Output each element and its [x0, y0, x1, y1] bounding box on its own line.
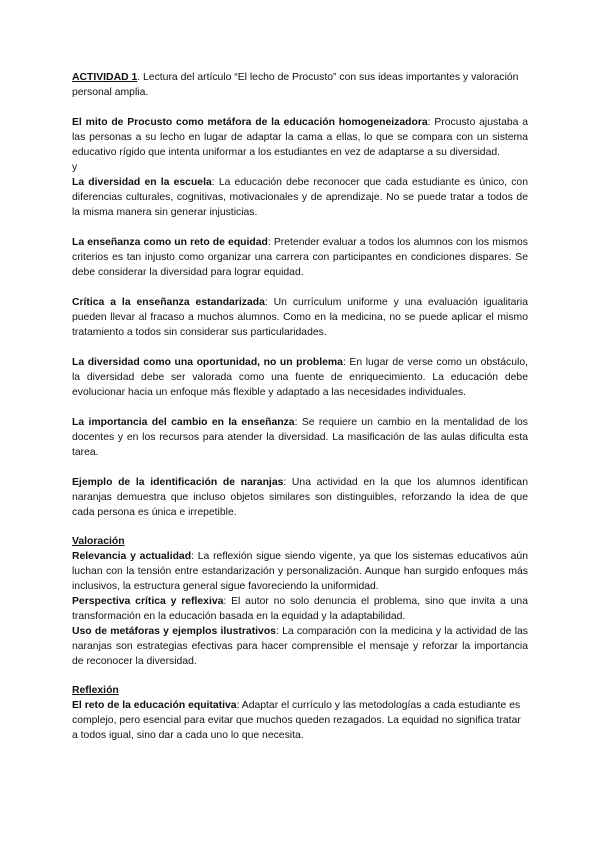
idea-term: La importancia del cambio en la enseñanza: [72, 417, 295, 428]
reflexion-item: [72, 698, 528, 743]
idea-paragraph: [72, 295, 528, 340]
idea-text: : Procusto ajustaba a las personas a su lecho en lugar de adaptar la cama a ellas, lo que se compara con un sistema educativo rígido que intenta uniformar a los estudiantes en vez de adaptarse a su diversidad.: [72, 117, 528, 158]
valoracion-item: [72, 594, 528, 624]
idea-text: : Un currículum uniforme y una evaluación igualitaria pueden llevar al fracaso a muchos alumnos. Como en la medicina, no se puede aplicar el mismo tratamiento a todos sin considerar sus particularidades.: [72, 297, 528, 338]
reflexion-heading: Reflexión: [72, 685, 119, 696]
valoracion-item: [72, 549, 528, 594]
activity-label-period: .: [137, 72, 141, 83]
idea-text: : Pretender evaluar a todos los alumnos con los mismos criterios es tan injusto como organizar una carrera con participantes en condiciones dispares. Se debe considerar la diversidad para lograr equidad.: [72, 237, 528, 278]
idea-text: : Una actividad en la que los alumnos identifican naranjas demuestra que incluso objetos similares son distinguibles, reforzando la idea de que cada persona es única e irrepetible.: [72, 477, 528, 518]
valoracion-text: : El autor no solo denuncia el problema, sino que invita a una transformación en la educación basada en la equidad y la adaptabilidad.: [72, 596, 528, 622]
idea-text: : Se requiere un cambio en la mentalidad de los docentes y en los recursos para atender la diversidad. La masificación de las aulas dificulta esta tarea.: [72, 417, 528, 458]
connector-text: y: [72, 162, 78, 173]
valoracion-item: [72, 624, 528, 669]
idea-term: Crítica a la enseñanza estandarizada: [72, 297, 265, 308]
idea-text: : En lugar de verse como un obstáculo, la diversidad debe ser valorada como una fuente de enriquecimiento. La educación debe evolucionar hacia un enfoque más flexible y adaptado a las necesidades individuales.: [72, 357, 528, 398]
idea-text: : La educación debe reconocer que cada estudiante es único, con diferencias culturales, cognitivas, motivacionales y de aprendizaje. No se puede tratar a todos de la misma manera sin generar injusticias.: [72, 177, 528, 218]
idea-paragraph: [72, 355, 528, 400]
valoracion-term: Perspectiva crítica y reflexiva: [72, 596, 224, 607]
activity-intro: [72, 70, 528, 100]
idea-term: La diversidad como una oportunidad, no un problema: [72, 357, 343, 368]
reflexion-text: : Adaptar el currículo y las metodologías a cada estudiante es complejo, pero esencial para evitar que muchos queden rezagados. La equidad no significa tratar a todos igual, sino dar a cada uno lo que necesita.: [72, 700, 521, 741]
idea-term: La diversidad en la escuela: [72, 177, 212, 188]
valoracion-heading: Valoración: [72, 536, 125, 547]
activity-text: Lectura del artículo “El lecho de Procusto” con sus ideas importantes y valoración personal amplia.: [72, 72, 519, 98]
idea-paragraph: [72, 475, 528, 520]
reflexion-term: El reto de la educación equitativa: [72, 700, 237, 711]
idea-paragraph: [72, 415, 528, 460]
idea-term: El mito de Procusto como metáfora de la educación homogeneizadora: [72, 117, 428, 128]
valoracion-text: : La comparación con la medicina y la actividad de las naranjas son estrategias efectivas para hacer comprensible el mensaje y reforzar la importancia de reconocer la diversidad.: [72, 626, 528, 667]
idea-term: La enseñanza como un reto de equidad: [72, 237, 268, 248]
document-page: [72, 70, 528, 743]
valoracion-text: : La reflexión sigue siendo vigente, ya que los sistemas educativos aún luchan con la tensión entre estandarización y personalización. Aunque han surgido enfoques más inclusivos, la estructura general sigue favoreciendo la uniformidad.: [72, 551, 528, 592]
idea-paragraph: [72, 175, 528, 220]
valoracion-term: Relevancia y actualidad: [72, 551, 192, 562]
idea-paragraph: [72, 115, 528, 160]
idea-paragraph: [72, 235, 528, 280]
activity-label: ACTIVIDAD 1: [72, 72, 138, 83]
valoracion-term: Uso de metáforas y ejemplos ilustrativos: [72, 626, 276, 637]
idea-term: Ejemplo de la identificación de naranjas: [72, 477, 284, 488]
